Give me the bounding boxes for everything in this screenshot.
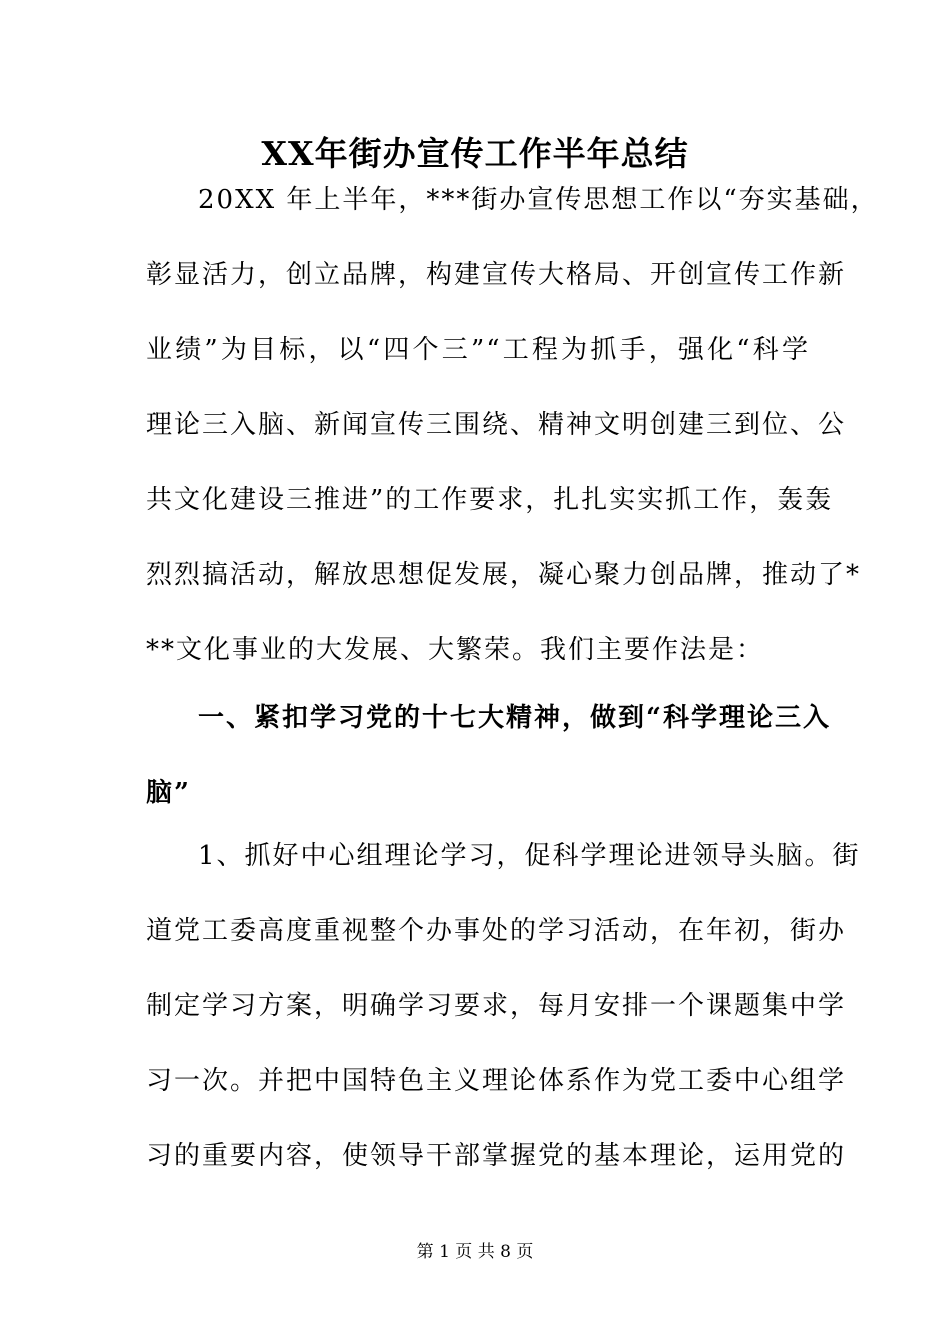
paragraph-line: 1、抓好中心组理论学习，促科学理论进领导头脑。街: [198, 841, 861, 871]
paragraph-line: 习一次。并把中国特色主义理论体系作为党工委中心组学: [146, 1066, 847, 1096]
page-number-footer: 第 1 页 共 8 页: [416, 1242, 534, 1262]
paragraph-line: 理论三入脑、新闻宣传三围绕、精神文明创建三到位、公: [146, 410, 847, 440]
paragraph-line: 道党工委高度重视整个办事处的学习活动，在年初，街办: [146, 916, 847, 946]
paragraph-line: 业绩”为目标，以“四个三”“工程为抓手，强化“科学: [146, 335, 810, 365]
document-title: XX年街办宣传工作半年总结: [261, 134, 689, 173]
paragraph-line: 习的重要内容，使领导干部掌握党的基本理论，运用党的: [146, 1141, 847, 1171]
section-heading-line: 脑”: [146, 778, 191, 808]
paragraph-line: 彰显活力，创立品牌，构建宣传大格局、开创宣传工作新: [146, 260, 847, 290]
section-heading-line: 一、紧扣学习党的十七大精神，做到“科学理论三入: [198, 703, 831, 733]
paragraph-line: **文化事业的大发展、大繁荣。我们主要作法是：: [146, 635, 765, 665]
paragraph-line: 烈烈搞活动，解放思想促发展，凝心聚力创品牌，推动了*: [146, 560, 862, 590]
paragraph-line: 20XX 年上半年，***街办宣传思想工作以“夯实基础，: [198, 185, 879, 215]
paragraph-line: 制定学习方案，明确学习要求，每月安排一个课题集中学: [146, 991, 847, 1021]
paragraph-line: 共文化建设三推进”的工作要求，扎扎实实抓工作，轰轰: [146, 485, 834, 515]
